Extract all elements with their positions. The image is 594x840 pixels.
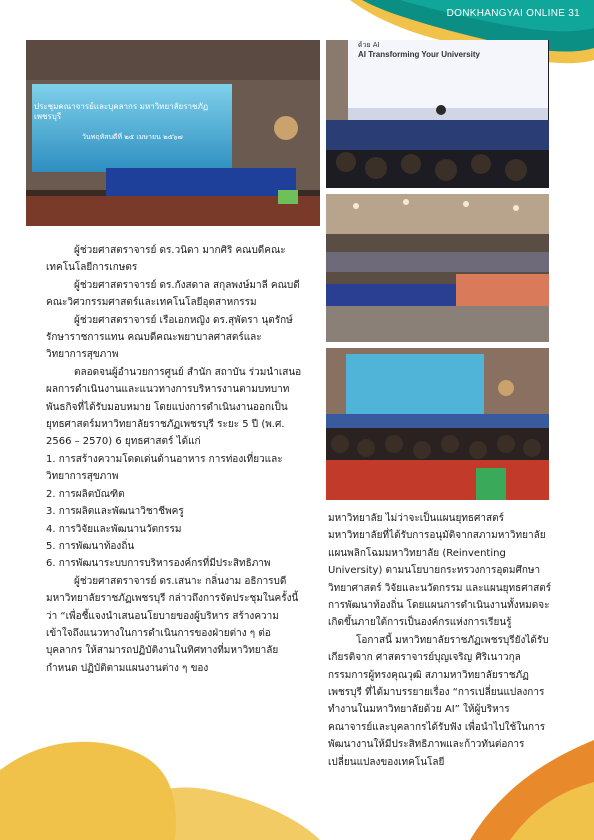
left-text-column bbox=[46, 242, 302, 677]
stage-banner-date: วันพฤหัสบดีที่ ๒๕ เมษายน ๒๕๖๗ bbox=[82, 133, 183, 141]
paragraph: ผู้ช่วยศาสตราจารย์ ดร.กังสดาล สกุลพงษ์มาลี คณบดีคณะวิศวกรรมศาสตร์และเทคโนโลยีอุตสาหกรรม bbox=[46, 279, 300, 309]
list-item: 1. การสร้างความโดดเด่นด้านอาหาร การท่องเที่ยวและวิทยาการสุขภาพ bbox=[46, 453, 283, 483]
right-text-column bbox=[328, 510, 554, 771]
auditorium-wide-photo bbox=[326, 194, 549, 342]
paragraph: ผู้ช่วยศาสตราจารย์ ดร.เสนาะ กลิ่นงาม อธิการบดีมหาวิทยาลัยราชภัฏเพชรบุรี กล่าวถึงการจัดประชุมในครั้งนี้ว่า “เพื่อชี้แจงนำเสนอนโยบายของผู้บริหาร สร้างความเข้าใจถึงแนวทางในการดำเนินการของฝ่ายต่าง ๆ ต่อบุคลากร ให้สามารถปฏิบัติงานในทิศทางที่มหาวิทยาลัยกำหนด ปฏิบัติตามแผนงานต่าง ๆ ของ bbox=[46, 575, 299, 674]
list-item: 6. การพัฒนาระบบการบริหารองค์กรที่มีประสิทธิภาพ bbox=[46, 558, 271, 570]
slide-title: AI Transforming Your University bbox=[358, 50, 480, 59]
paragraph: ผู้ช่วยศาสตราจารย์ ดร.วนิดา มากศิริ คณบดีคณะเทคโนโลยีการเกษตร bbox=[46, 245, 286, 274]
list-item: 4. การวิจัยและพัฒนานวัตกรรม bbox=[46, 523, 182, 535]
conference-stage-photo bbox=[26, 40, 320, 226]
paragraph: โอกาสนี้ มหาวิทยาลัยราชภัฏเพชรบุรียังได้รับเกียรติจาก ศาสตราจารย์บุญเจริญ ศิริเนาวกุล กรรมการผู้ทรงคุณวุฒิ สภามหาวิทยาลัยราชภัฏเพชรบุรี ที่ได้มาบรรยายเรื่อง “การเปลี่ยนแปลงการทำงานในมหาวิทยาลัยด้วย AI” ให้ผู้บริหาร คณาจารย์และบุคลากรได้รับฟัง เพื่อนำไปใช้ในการพัฒนางานให้มีประสิทธิภาพและก้าวทันต่อการเปลี่ยนแปลงของเทคโนโลยี bbox=[328, 634, 549, 768]
auditorium-audience-photo bbox=[326, 348, 549, 500]
slide-prefix: ด้วย AI bbox=[358, 41, 380, 49]
list-item: 3. การผลิตและพัฒนาวิชาชีพครู bbox=[46, 506, 184, 518]
list-item: 5. การพัฒนาท้องถิ่น bbox=[46, 540, 135, 552]
paragraph: มหาวิทยาลัย ไม่ว่าจะเป็นแผนยุทธศาสตร์มหาวิทยาลัยที่ได้รับการอนุมัติจากสภามหาวิทยาลัย แผนพลิกโฉมมหาวิทยาลัย (Reinventing University) ตามนโยบายกระทรวงการอุดมศึกษา วิทยาศาสตร์ วิจัยและนวัตกรรม และแผนยุทธศาสตร์การพัฒนาท้องถิ่น โดยแผนการดำเนินงานทั้งหมดจะเกิดขึ้นภายใต้การเป็นองค์กรแห่งการเรียนรู้ bbox=[328, 513, 552, 629]
strategy-list bbox=[46, 451, 302, 573]
stage-banner-title: ประชุมคณาจารย์และบุคลากร มหาวิทยาลัยราชภัฏเพชรบุรี bbox=[34, 102, 209, 121]
list-item: 2. การผลิตบัณฑิต bbox=[46, 488, 125, 500]
page-header-label: DONKHANGYAI ONLINE 31 bbox=[446, 8, 580, 19]
paragraph: ตลอดจนผู้อำนวยการศูนย์ สำนัก สถาบัน ร่วมนำเสนอผลการดำเนินงานและแนวทางการบริหารงานตามบทบาทพันธกิจที่ได้รับมอบหมาย โดยแบ่งการดำเนินงานออกเป็นยุทธศาสตร์มหาวิทยาลัยราชภัฏเพชรบุรี ระยะ 5 ปี (พ.ศ. 2566 – 2570) 6 ยุทธศาสตร์ ได้แก่ bbox=[46, 366, 302, 448]
ai-lecture-photo bbox=[326, 40, 549, 188]
paragraph: ผู้ช่วยศาสตราจารย์ เรือเอกหญิง ดร.สุพัตรา นุตรักษ์ รักษาราชการแทน คณบดีคณะพยาบาลศาสตร์และวิทยาการสุขภาพ bbox=[46, 314, 293, 361]
